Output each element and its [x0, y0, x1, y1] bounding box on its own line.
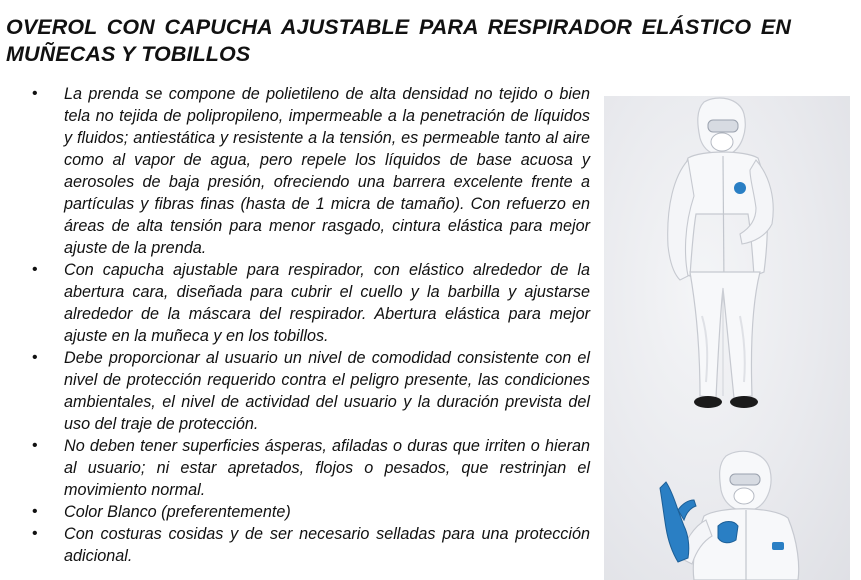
bullet-text: No deben tener superficies ásperas, afiladas o duras que irriten o hieran al usuario; ni estar apretados, flojos o pesados, que restrinjan el movimiento normal.	[64, 437, 590, 499]
bullet-icon: •	[32, 261, 38, 278]
bullet-text: La prenda se compone de polietileno de alta densidad no tejido o bien tela no tejida de polipropileno, impermeable a la penetración de líquidos y fluidos; antiestática y resistente a la tensión, es permeable tanto al aire como al vapor de agua, pero repele los líquidos de base acuosa y aerosoles de baja presión, ofreciendo una barrera excelente frente a partículas y fibras finas (hasta de 1 micra de tamaño). Con refuerzo en áreas de alta tensión para menor rasgado, cintura elástica para mejor ajuste de la prenda.	[64, 85, 590, 257]
bullet-icon: •	[32, 437, 38, 454]
bullet-text: Con costuras cosidas y de ser necesario selladas para una protección adicional.	[64, 525, 590, 565]
bullet-icon: •	[32, 349, 38, 366]
bullet-item-seams	[32, 523, 590, 567]
bullet-icon: •	[32, 85, 38, 102]
coverall-illustration	[604, 96, 850, 580]
bullet-item-color	[32, 501, 590, 523]
bullet-item-material	[32, 83, 590, 259]
document-title: OVEROL CON CAPUCHA AJUSTABLE PARA RESPIRADOR ELÁSTICO EN MUÑECAS Y TOBILLOS	[6, 15, 791, 66]
bullet-item-hood	[32, 259, 590, 347]
bullet-item-comfort	[32, 347, 590, 435]
bullet-text: Debe proporcionar al usuario un nivel de comodidad consistente con el nivel de protección requerido contra el peligro presente, las condiciones ambientales, el nivel de actividad del usuario y la duración prevista del uso del traje de protección.	[64, 349, 590, 433]
bullet-item-surfaces	[32, 435, 590, 501]
bullet-icon: •	[32, 503, 38, 520]
bullet-text: Color Blanco (preferentemente)	[64, 503, 291, 521]
bullet-text: Con capucha ajustable para respirador, con elástico alrededor de la abertura cara, diseñada para cubrir el cuello y la barbilla y ajustarse alrededor de la máscara del respirador. Abertura elástica para mejor ajuste en la muñeca y en los tobillos.	[64, 261, 590, 345]
gloved-worker-figure	[660, 451, 799, 580]
standing-worker-figure	[668, 98, 774, 408]
coverall-photo	[604, 96, 850, 580]
spec-bullet-list	[32, 83, 590, 567]
bullet-icon: •	[32, 525, 38, 542]
